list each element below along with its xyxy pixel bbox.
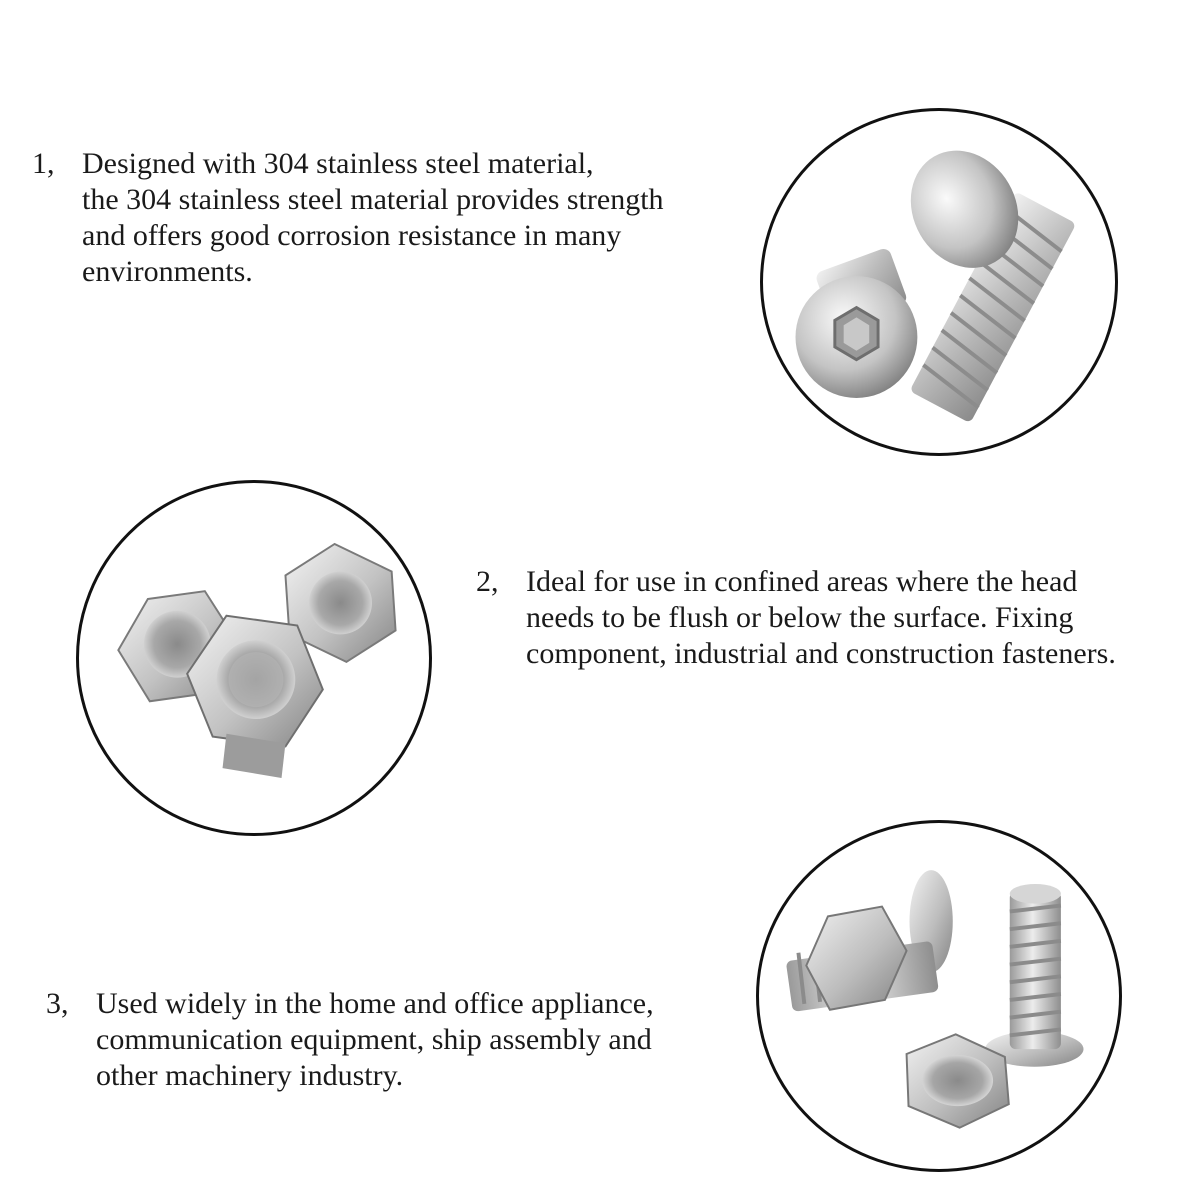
- screw-nut-illustration: [759, 823, 1119, 1169]
- feature-1-line: environments.: [82, 255, 253, 288]
- feature-1-line: the 304 stainless steel material provides strength: [82, 183, 664, 216]
- hex-nuts-photo: [76, 480, 432, 836]
- feature-2-number: 2,: [476, 565, 499, 598]
- screws-photo: [760, 108, 1118, 456]
- feature-3: [46, 986, 654, 1094]
- feature-1-text: [82, 146, 664, 290]
- feature-2-line: component, industrial and construction fasteners.: [526, 637, 1116, 670]
- feature-2: [476, 564, 1116, 672]
- feature-3-line: communication equipment, ship assembly and: [96, 1023, 652, 1056]
- feature-3-line: Used widely in the home and office appliance,: [96, 987, 654, 1020]
- button-head-screw-illustration: [763, 111, 1115, 453]
- feature-1-line: Designed with 304 stainless steel material,: [82, 147, 594, 180]
- feature-3-line: other machinery industry.: [96, 1059, 404, 1092]
- feature-3-number: 3,: [46, 987, 69, 1020]
- hex-nuts-illustration: [79, 483, 429, 833]
- screw-nut-assembly-photo: [756, 820, 1122, 1172]
- feature-1-line: and offers good corrosion resistance in many: [82, 219, 622, 252]
- feature-2-line: Ideal for use in confined areas where the head: [526, 565, 1078, 598]
- feature-3-text: [96, 986, 654, 1094]
- feature-2-line: needs to be flush or below the surface. Fixing: [526, 601, 1074, 634]
- feature-1: [32, 146, 664, 290]
- feature-1-number: 1,: [32, 147, 55, 180]
- feature-2-text: [526, 564, 1116, 672]
